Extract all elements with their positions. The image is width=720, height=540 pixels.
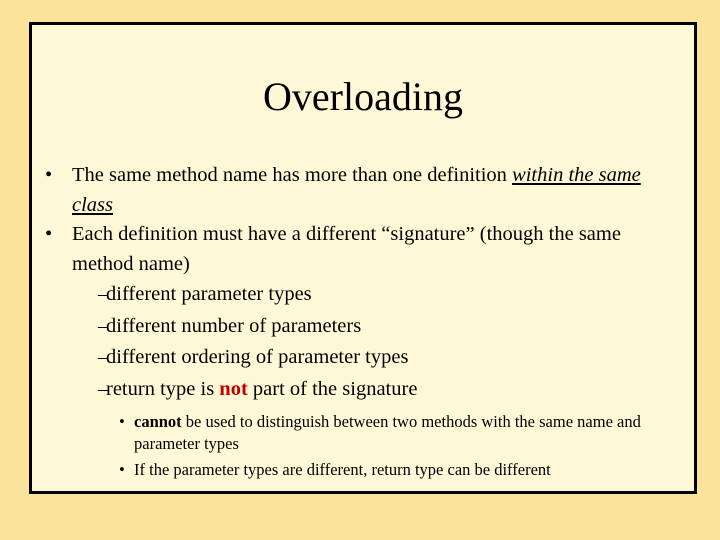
dash-marker: – [98, 346, 109, 368]
sub-sub-bullet-item [32, 411, 694, 455]
dash-marker: – [98, 283, 109, 305]
bullet-item [32, 161, 694, 220]
slide-body [32, 161, 694, 481]
bullet-marker: • [45, 223, 53, 245]
slide-title: Overloading [263, 74, 463, 119]
bullet-item [32, 220, 694, 279]
sub-bullet-text: different number of parameters [106, 314, 362, 337]
bullet-text: Each definition must have a different “signature” (though the same method name) [72, 223, 621, 275]
bold-cannot: cannot [134, 412, 182, 431]
sub-bullet-text: return type is not part of the signature [106, 377, 418, 400]
highlight-not: not [219, 377, 248, 400]
sub-sub-bullet-text: cannot be used to distinguish between two methods with the same name and parameter types [134, 412, 641, 453]
dash-marker: – [98, 314, 109, 337]
sub-bullet-text: different parameter types [106, 283, 312, 305]
sub-bullet-item [32, 279, 694, 311]
dash-marker: – [98, 377, 109, 400]
bullet-marker: • [45, 164, 53, 186]
slide-frame [29, 22, 697, 494]
sub-sub-bullet-item [32, 459, 694, 481]
sub-bullet-item [32, 311, 694, 343]
bullet-marker: • [119, 412, 125, 431]
bullet-text: The same method name has more than one definition within the same class [72, 164, 641, 216]
sub-bullet-item [32, 342, 694, 374]
sub-sub-bullet-text: If the parameter types are different, return type can be different [134, 460, 551, 479]
emphasis-text: within the same class [72, 164, 641, 216]
sub-bullet-item [32, 374, 694, 406]
sub-bullet-text: different ordering of parameter types [106, 346, 409, 368]
bullet-marker: • [119, 460, 125, 479]
